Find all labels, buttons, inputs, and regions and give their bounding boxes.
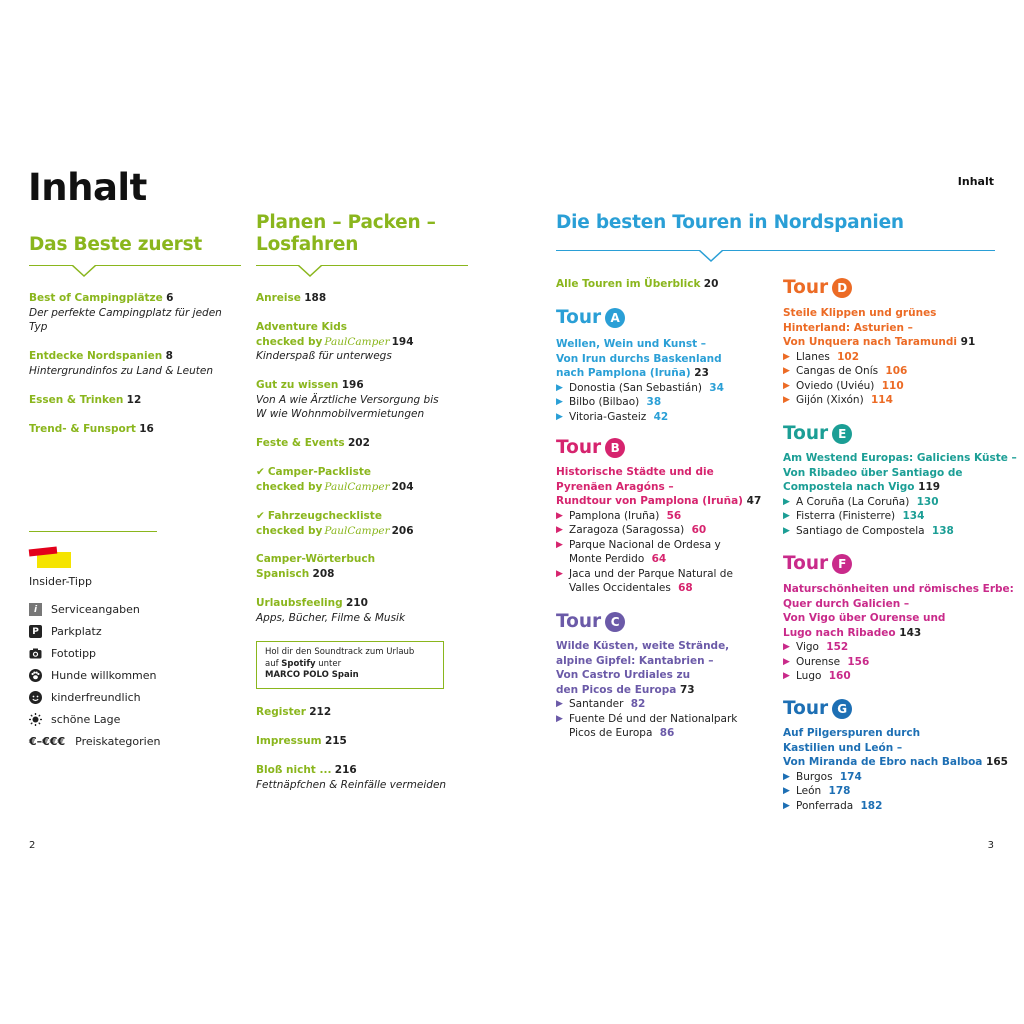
stop-page: 160: [821, 670, 851, 682]
tour-description-line: Wilde Küsten, weite Strände,: [556, 640, 730, 652]
triangle-bullet-icon: ▶: [556, 699, 563, 709]
stop-name: Fisterra (Finisterre): [796, 510, 896, 522]
entry-title: Trend- & Funsport: [29, 423, 136, 435]
stop-name-cont: Picos de Europa: [569, 727, 653, 739]
tour-stops: [556, 381, 724, 425]
tour-description-line: Kastilien und León –: [783, 741, 903, 754]
entry-page: 196: [341, 379, 364, 391]
tour-word: Tour: [556, 437, 602, 458]
toc-entry[interactable]: [256, 552, 375, 581]
stop-name: Vigo: [796, 641, 819, 653]
tour-description[interactable]: [783, 726, 1008, 770]
tour-stop[interactable]: [783, 770, 882, 785]
tour-stop[interactable]: [783, 655, 869, 670]
toc-entry[interactable]: [256, 291, 326, 306]
stop-name: León: [796, 785, 822, 797]
toc-entry[interactable]: [29, 422, 154, 437]
stop-page: 138: [924, 524, 954, 537]
tour-page: 143: [895, 626, 922, 639]
tour-description-line: alpine Gipfel: Kantabrien –: [556, 654, 714, 667]
sun-icon: [29, 713, 42, 726]
tour-word: Tour: [783, 553, 829, 574]
legend-label: Parkplatz: [51, 625, 102, 638]
tour-stops: [556, 697, 737, 741]
stop-page: 102: [829, 350, 860, 363]
entry-desc2: W wie Wohnmobilvermietungen: [256, 408, 425, 420]
col2-notch: [298, 265, 322, 278]
legend-item: [29, 603, 140, 616]
entry-page: 194: [391, 335, 414, 348]
triangle-bullet-icon: ▶: [556, 510, 563, 521]
entry-desc: Hintergrundinfos zu Land & Leuten: [29, 364, 213, 377]
tour-stop[interactable]: [556, 395, 724, 410]
tour-stops: [783, 495, 954, 539]
entry-page: 8: [165, 350, 173, 362]
legend-item: [29, 691, 141, 704]
paulcamper-logo: PaulCamper: [324, 335, 390, 348]
tour-description-line: den Picos de Europa: [556, 683, 677, 696]
tour-stops: [783, 770, 882, 814]
legend-item: [29, 669, 157, 682]
soundtrack-text: auf: [265, 658, 279, 669]
tour-a-heading[interactable]: [556, 307, 625, 328]
entry-desc: Fettnäpfchen & Reinfälle vermeiden: [256, 778, 447, 791]
entry-page: 202: [347, 437, 370, 449]
tour-letter-badge: B: [605, 438, 625, 458]
toc-entry[interactable]: [256, 465, 414, 494]
stop-page: 134: [895, 510, 925, 522]
tour-page: 165: [982, 756, 1008, 768]
legend-item: [29, 625, 102, 638]
tour-description-line: Compostela nach Vigo: [783, 481, 915, 493]
triangle-bullet-icon: ▶: [556, 713, 563, 724]
tour-stop[interactable]: [783, 495, 954, 510]
tour-page: 119: [914, 481, 941, 493]
soundtrack-playlist: MARCO POLO Spain: [265, 670, 359, 680]
tour-description[interactable]: [556, 639, 729, 697]
stop-page: 60: [684, 524, 707, 536]
stop-name: Gijón (Xixón): [796, 394, 864, 406]
tour-stop[interactable]: [783, 364, 907, 379]
tour-letter-badge: C: [605, 612, 625, 632]
triangle-bullet-icon: ▶: [783, 380, 790, 391]
camera-icon: [29, 647, 42, 660]
stop-name: Fuente Dé und der Nationalpark: [569, 712, 738, 725]
tour-stop[interactable]: [556, 410, 724, 425]
triangle-bullet-icon: ▶: [783, 525, 790, 536]
stop-page: 56: [659, 509, 682, 522]
triangle-bullet-icon: ▶: [783, 366, 790, 376]
entry-page: 216: [334, 764, 357, 776]
stop-name: Santander: [569, 698, 624, 710]
toc-entry[interactable]: [556, 277, 718, 292]
toc-entry[interactable]: [256, 509, 414, 538]
entry-page: 208: [312, 567, 335, 580]
stop-page: 156: [840, 655, 870, 668]
toc-entry[interactable]: [256, 320, 461, 364]
tour-letter-badge: G: [832, 699, 852, 719]
tour-description-line: Am Westend Europas: Galiciens Küste –: [783, 452, 1017, 464]
running-head: Inhalt: [957, 175, 994, 188]
entry-desc: Apps, Bücher, Filme & Musik: [256, 611, 406, 624]
entry-page: 16: [139, 423, 154, 435]
stop-name: Oviedo (Uviéu): [796, 379, 875, 392]
tours-title: Die besten Touren in Nordspanien: [556, 212, 904, 233]
legend-label: schöne Lage: [51, 713, 121, 726]
tour-page: 91: [957, 336, 976, 348]
tour-description[interactable]: [556, 465, 761, 509]
parking-icon: P: [29, 625, 42, 638]
triangle-bullet-icon: ▶: [783, 395, 790, 405]
stop-name: Ponferrada: [796, 799, 854, 812]
paulcamper-logo: PaulCamper: [324, 480, 390, 493]
tour-letter-badge: D: [832, 278, 852, 298]
entry-title: Entdecke Nordspanien: [29, 350, 163, 362]
triangle-bullet-icon: ▶: [783, 671, 790, 681]
stop-page: 174: [832, 770, 862, 783]
entry-title: Alle Touren im Überblick: [556, 278, 701, 290]
tour-description-line: nach Pamplona (Iruña): [556, 367, 691, 379]
tour-word: Tour: [556, 307, 602, 328]
entry-page: 6: [166, 292, 174, 304]
page-number-left: 2: [29, 840, 36, 851]
tour-description-line: Rundtour von Pamplona (Iruña): [556, 495, 743, 507]
triangle-bullet-icon: ▶: [556, 411, 563, 422]
tour-e-heading[interactable]: [783, 423, 852, 444]
entry-title: Anreise: [256, 292, 301, 304]
tour-description-line: Pyrenäen Aragóns –: [556, 480, 674, 493]
stop-page: 114: [863, 394, 893, 406]
stop-name: Ourense: [796, 655, 841, 668]
tour-description-line: Von Irun durchs Baskenland: [556, 352, 722, 365]
tour-description-line: Von Ribadeo über Santiago de: [783, 466, 963, 479]
entry-title2: checked by: [256, 480, 323, 493]
tour-page: 73: [676, 683, 695, 696]
page-number-right: 3: [987, 840, 994, 851]
legend-item: [29, 735, 160, 748]
stop-name: Zaragoza (Saragossa): [569, 524, 685, 536]
stop-page: 152: [818, 641, 849, 653]
tour-stop[interactable]: [783, 350, 907, 365]
stop-name: Santiago de Compostela: [796, 524, 925, 537]
tour-stop[interactable]: [783, 524, 954, 539]
tour-description-line: Von Vigo über Ourense und: [783, 612, 946, 624]
entry-desc: Kinderspaß für unterwegs: [256, 350, 392, 362]
tour-description[interactable]: [556, 337, 722, 381]
legend-label: Serviceangaben: [51, 603, 140, 616]
stop-name: Jaca und der Parque Natural de: [569, 567, 733, 580]
legend-label: Fototipp: [51, 647, 97, 660]
tour-b-heading[interactable]: [556, 437, 625, 458]
tour-word: Tour: [783, 277, 829, 298]
tour-description-line: Naturschönheiten und römisches Erbe:: [783, 583, 1014, 595]
triangle-bullet-icon: ▶: [556, 539, 563, 550]
entry-title: Urlaubsfeeling: [256, 597, 343, 609]
entry-title: Camper-Packliste: [267, 466, 372, 478]
entry-desc: Der perfekte Campingplatz für jeden Typ: [29, 306, 222, 333]
tour-d-heading[interactable]: [783, 277, 852, 298]
stop-page: 106: [878, 365, 908, 377]
stop-name: Llanes: [796, 350, 830, 363]
tour-stop[interactable]: [556, 381, 724, 396]
stop-name: Donostia (San Sebastián): [569, 381, 702, 394]
stop-page: 110: [874, 379, 904, 392]
triangle-bullet-icon: ▶: [783, 496, 790, 507]
tour-letter-badge: A: [605, 308, 625, 328]
toc-entry[interactable]: [29, 393, 141, 408]
stop-name: A Coruña (La Coruña): [796, 495, 910, 508]
entry-title: Impressum: [256, 735, 322, 747]
tours-notch: [699, 250, 723, 263]
entry-page: 215: [324, 735, 347, 747]
child-icon: [29, 691, 42, 704]
entry-title: Best of Campingplätze: [29, 292, 163, 304]
entry-title: Essen & Trinken: [29, 394, 124, 406]
col2-title-line2: Losfahren: [256, 234, 359, 255]
triangle-bullet-icon: ▶: [783, 800, 790, 811]
col2-title: [256, 212, 436, 256]
tour-description-line: Lugo nach Ribadeo: [783, 626, 896, 639]
entry-title: Feste & Events: [256, 437, 345, 449]
triangle-bullet-icon: ▶: [783, 656, 790, 667]
stop-page: 182: [853, 799, 883, 812]
stop-page: 42: [646, 410, 669, 423]
col2-rule: [256, 265, 468, 266]
tour-stop[interactable]: [783, 393, 907, 408]
tour-stops: [783, 350, 907, 408]
tour-description[interactable]: [783, 451, 1017, 495]
entry-page: 210: [345, 597, 368, 609]
triangle-bullet-icon: ▶: [556, 568, 563, 579]
tour-page: 47: [743, 495, 762, 507]
tour-stop[interactable]: [783, 509, 954, 524]
toc-entry[interactable]: [256, 763, 476, 792]
soundtrack-box: [256, 641, 444, 689]
stop-name: Vitoria-Gasteiz: [569, 410, 647, 423]
tour-stop[interactable]: [783, 379, 907, 394]
tour-description-line: Von Miranda de Ebro nach Balboa: [783, 756, 983, 768]
toc-entry[interactable]: [29, 349, 234, 378]
legend-label: kinderfreundlich: [51, 691, 141, 704]
stop-page: 86: [652, 727, 675, 739]
tour-c-heading[interactable]: [556, 611, 625, 632]
tour-g-heading[interactable]: [783, 698, 852, 719]
tour-stop[interactable]: [556, 712, 737, 741]
soundtrack-text: unter: [318, 658, 342, 669]
triangle-bullet-icon: ▶: [783, 511, 790, 521]
legend-label: Preiskategorien: [75, 735, 161, 748]
triangle-bullet-icon: ▶: [556, 382, 563, 393]
tour-page: 23: [690, 367, 709, 379]
stop-page: 34: [701, 381, 724, 394]
toc-entry[interactable]: [29, 291, 234, 335]
stop-name: Burgos: [796, 770, 833, 783]
entry-title2: Spanisch: [256, 567, 310, 580]
tour-stop[interactable]: [783, 799, 882, 814]
triangle-bullet-icon: ▶: [556, 397, 563, 407]
stop-page: 130: [909, 495, 939, 508]
entry-title: Register: [256, 706, 306, 718]
entry-page: 20: [703, 278, 719, 290]
tour-word: Tour: [556, 611, 602, 632]
tours-rule: [556, 250, 995, 251]
tour-stop[interactable]: [556, 697, 737, 712]
tour-description-line: Von Unquera nach Taramundi: [783, 336, 958, 348]
stop-name: Cangas de Onís: [796, 365, 879, 377]
info-icon: i: [29, 603, 42, 616]
tour-description-line: Steile Klippen und grünes: [783, 307, 937, 319]
col1-rule: [29, 265, 241, 266]
tour-description-line: Hinterland: Asturien –: [783, 321, 913, 334]
entry-page: 204: [391, 480, 414, 493]
triangle-bullet-icon: ▶: [783, 771, 790, 782]
stop-name: Parque Nacional de Ordesa y: [569, 538, 721, 551]
col1-title: Das Beste zuerst: [29, 234, 203, 255]
entry-desc: Von A wie Ärztliche Versorgung bis: [256, 393, 439, 406]
triangle-bullet-icon: ▶: [783, 786, 790, 796]
soundtrack-line1: Hol dir den Soundtrack zum Urlaub: [265, 647, 415, 657]
col1-notch: [72, 265, 96, 278]
entry-page: 188: [304, 292, 327, 304]
paulcamper-logo: PaulCamper: [324, 524, 390, 537]
stop-page: 178: [821, 785, 851, 797]
toc-entry[interactable]: [256, 705, 331, 720]
tour-description-line: Wellen, Wein und Kunst –: [556, 338, 707, 350]
tour-description-line: Von Castro Urdiales zu: [556, 669, 691, 681]
tour-description[interactable]: [783, 306, 975, 350]
tour-stop[interactable]: [783, 784, 882, 799]
entry-title: Fahrzeugcheckliste: [267, 510, 382, 522]
tour-stop[interactable]: [783, 640, 869, 655]
stop-name-cont: Valles Occidentales: [569, 582, 671, 594]
triangle-bullet-icon: ▶: [556, 525, 563, 535]
tour-description-line: Quer durch Galicien –: [783, 597, 910, 610]
triangle-bullet-icon: ▶: [783, 642, 790, 652]
entry-title: Gut zu wissen: [256, 379, 339, 391]
stop-name: Lugo: [796, 670, 822, 682]
entry-title2: checked by: [256, 524, 323, 537]
spotify-label: Spotify: [281, 658, 316, 669]
tour-letter-badge: F: [832, 554, 852, 574]
legend-item: [29, 647, 96, 660]
toc-entry[interactable]: [256, 734, 347, 749]
toc-entry[interactable]: [256, 378, 461, 422]
tour-word: Tour: [783, 423, 829, 444]
stop-page: 68: [670, 582, 693, 594]
paw-icon: [29, 669, 42, 682]
tour-description-line: Historische Städte und die: [556, 466, 714, 478]
tour-stop[interactable]: [556, 523, 733, 538]
tour-stop[interactable]: [556, 509, 733, 524]
checkmark-icon: ✔: [256, 466, 265, 478]
stop-page: 64: [644, 553, 667, 565]
entry-page: 206: [391, 524, 414, 537]
legend-label: Hunde willkommen: [51, 669, 157, 682]
insider-tip-icon: [29, 548, 71, 568]
stop-name: Bilbo (Bilbao): [569, 396, 640, 408]
toc-entry[interactable]: [256, 596, 405, 625]
entry-title: Adventure Kids: [256, 321, 348, 333]
insider-tip-label: Insider-Tipp: [29, 575, 92, 588]
entry-page: 12: [126, 394, 142, 406]
tour-stops: [556, 509, 733, 596]
checkmark-icon: ✔: [256, 510, 265, 522]
tour-stops: [783, 640, 869, 684]
euro-range-symbol: €–€€€: [29, 735, 66, 748]
tour-stop[interactable]: [783, 669, 869, 684]
col2-title-line1: Planen – Packen –: [256, 212, 436, 233]
tour-f-heading[interactable]: [783, 553, 852, 574]
page-title: Inhalt: [28, 166, 147, 209]
tour-description[interactable]: [783, 582, 1014, 640]
stop-page: 38: [639, 396, 662, 408]
tour-description-line: Auf Pilgerspuren durch: [783, 727, 921, 739]
toc-entry[interactable]: [256, 436, 370, 451]
entry-title2: checked by: [256, 335, 323, 348]
tour-word: Tour: [783, 698, 829, 719]
legend-rule: [29, 531, 157, 532]
tour-stop[interactable]: [556, 538, 733, 567]
stop-name-cont: Monte Perdido: [569, 553, 645, 565]
legend-item: [29, 713, 120, 726]
entry-title: Bloß nicht ...: [256, 764, 332, 776]
entry-title: Camper-Wörterbuch: [256, 553, 376, 565]
tour-stop[interactable]: [556, 567, 733, 596]
triangle-bullet-icon: ▶: [783, 351, 790, 362]
stop-name: Pamplona (Iruña): [569, 509, 660, 522]
tour-letter-badge: E: [832, 424, 852, 444]
stop-page: 82: [623, 698, 646, 710]
entry-page: 212: [309, 706, 332, 718]
